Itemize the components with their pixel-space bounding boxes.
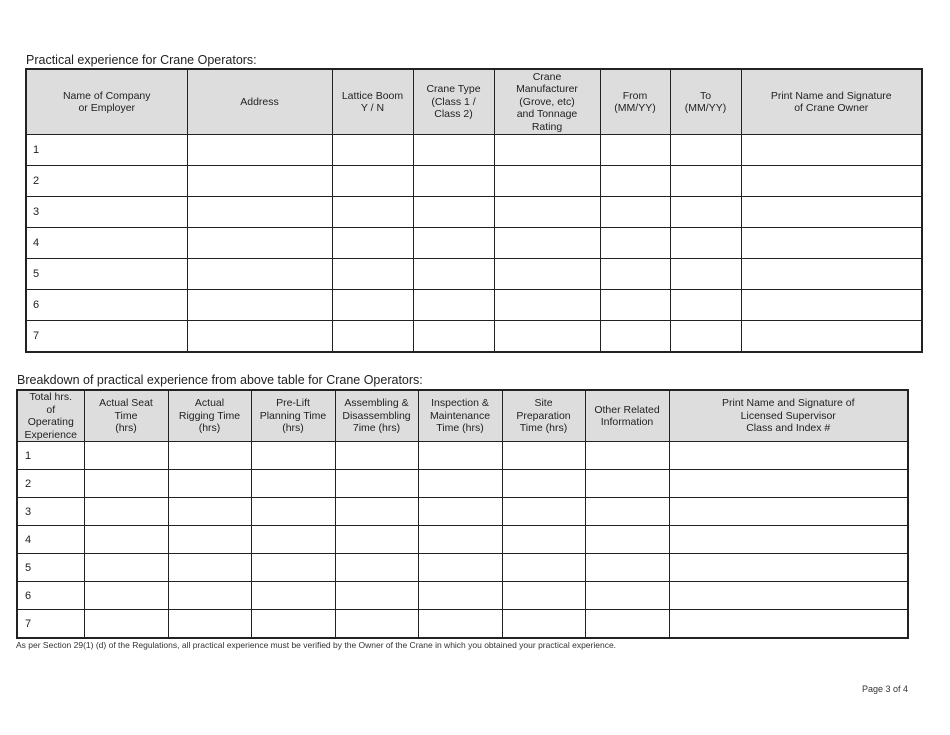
entry-cell[interactable] [670,228,741,259]
entry-cell[interactable] [168,526,251,554]
entry-cell[interactable] [413,321,494,353]
row-number: 7 [26,321,187,353]
entry-cell[interactable] [413,290,494,321]
entry-cell[interactable] [670,135,741,166]
entry-cell[interactable] [187,259,332,290]
entry-cell[interactable] [84,610,168,639]
footnote: As per Section 29(1) (d) of the Regulations, all practical experience must be verified by the Owner of the Crane in which you obtained your practical experience. [16,640,617,650]
table-row [17,554,908,582]
entry-cell[interactable] [84,442,168,470]
header-site-prep-time: Site Preparation Time (hrs) [502,390,585,442]
entry-cell[interactable] [332,259,413,290]
entry-cell[interactable] [669,442,908,470]
entry-cell[interactable] [335,610,418,639]
table-row [17,526,908,554]
header-inspection-time: Inspection & Maintenance Time (hrs) [418,390,502,442]
entry-cell[interactable] [413,228,494,259]
header-lattice-boom: Lattice Boom Y / N [332,69,413,135]
row-number: 6 [17,582,84,610]
entry-cell[interactable] [332,166,413,197]
entry-cell[interactable] [585,526,669,554]
header-crane-manufacturer: Crane Manufacturer (Grove, etc) and Tonnage Rating [494,69,600,135]
entry-cell[interactable] [413,197,494,228]
entry-cell[interactable] [84,526,168,554]
table-row [26,259,922,290]
entry-cell[interactable] [168,554,251,582]
entry-cell[interactable] [494,197,600,228]
entry-cell[interactable] [741,228,922,259]
entry-cell[interactable] [502,470,585,498]
entry-cell[interactable] [251,442,335,470]
entry-cell[interactable] [251,526,335,554]
entry-cell[interactable] [585,554,669,582]
entry-cell[interactable] [168,610,251,639]
entry-cell[interactable] [669,498,908,526]
header-planning-time: Pre-Lift Planning Time (hrs) [251,390,335,442]
entry-cell[interactable] [168,498,251,526]
entry-cell[interactable] [670,259,741,290]
entry-cell[interactable] [418,470,502,498]
table-row [17,498,908,526]
entry-cell[interactable] [494,166,600,197]
entry-cell[interactable] [332,135,413,166]
row-number: 4 [26,228,187,259]
entry-cell[interactable] [251,610,335,639]
entry-cell[interactable] [187,166,332,197]
entry-cell[interactable] [187,197,332,228]
entry-cell[interactable] [187,228,332,259]
entry-cell[interactable] [168,470,251,498]
entry-cell[interactable] [600,166,670,197]
entry-cell[interactable] [502,582,585,610]
entry-cell[interactable] [600,321,670,353]
table-row [26,228,922,259]
table-header-row [17,390,908,442]
entry-cell[interactable] [585,582,669,610]
table-row [17,610,908,639]
table-header-row [26,69,922,135]
row-number: 7 [17,610,84,639]
entry-cell[interactable] [741,135,922,166]
row-number: 1 [26,135,187,166]
header-other-info: Other Related Information [585,390,669,442]
header-rigging-time: Actual Rigging Time (hrs) [168,390,251,442]
row-number: 2 [26,166,187,197]
entry-cell[interactable] [84,498,168,526]
entry-cell[interactable] [600,290,670,321]
entry-cell[interactable] [332,228,413,259]
entry-cell[interactable] [600,228,670,259]
entry-cell[interactable] [332,321,413,353]
entry-cell[interactable] [494,259,600,290]
header-total-hours: Total hrs. of Operating Experience [17,390,84,442]
entry-cell[interactable] [187,135,332,166]
header-seat-time: Actual Seat Time (hrs) [84,390,168,442]
entry-cell[interactable] [335,498,418,526]
row-number: 3 [26,197,187,228]
entry-cell[interactable] [494,321,600,353]
entry-cell[interactable] [494,290,600,321]
entry-cell[interactable] [418,442,502,470]
header-address: Address [187,69,332,135]
table-row [17,470,908,498]
crane-experience-table [25,68,923,353]
row-number: 6 [26,290,187,321]
entry-cell[interactable] [187,290,332,321]
page-number: Page 3 of 4 [862,684,909,694]
entry-cell[interactable] [418,498,502,526]
section2-title: Breakdown of practical experience from above table for Crane Operators: [17,373,423,387]
row-number: 3 [17,498,84,526]
entry-cell[interactable] [502,526,585,554]
entry-cell[interactable] [502,610,585,639]
row-number: 5 [26,259,187,290]
entry-cell[interactable] [585,470,669,498]
entry-cell[interactable] [670,290,741,321]
entry-cell[interactable] [669,470,908,498]
entry-cell[interactable] [494,228,600,259]
entry-cell[interactable] [251,582,335,610]
experience-breakdown-table [16,389,909,639]
entry-cell[interactable] [332,197,413,228]
entry-cell[interactable] [669,610,908,639]
entry-cell[interactable] [670,197,741,228]
entry-cell[interactable] [600,197,670,228]
entry-cell[interactable] [600,135,670,166]
row-number: 1 [17,442,84,470]
section1-title: Practical experience for Crane Operators: [26,53,257,67]
row-number: 4 [17,526,84,554]
entry-cell[interactable] [669,526,908,554]
entry-cell[interactable] [168,442,251,470]
entry-cell[interactable] [418,554,502,582]
entry-cell[interactable] [502,498,585,526]
row-number: 5 [17,554,84,582]
table-row [26,197,922,228]
entry-cell[interactable] [84,582,168,610]
entry-cell[interactable] [251,554,335,582]
header-owner-signature: Print Name and Signature of Crane Owner [741,69,922,135]
header-assembling-time: Assembling & Disassembling 7ime (hrs) [335,390,418,442]
entry-cell[interactable] [335,554,418,582]
table-row [26,290,922,321]
entry-cell[interactable] [585,442,669,470]
entry-cell[interactable] [494,135,600,166]
entry-cell[interactable] [335,442,418,470]
entry-cell[interactable] [741,166,922,197]
entry-cell[interactable] [418,582,502,610]
entry-cell[interactable] [251,470,335,498]
entry-cell[interactable] [413,166,494,197]
header-from: From (MM/YY) [600,69,670,135]
table-row [17,442,908,470]
entry-cell[interactable] [168,582,251,610]
table-row [17,582,908,610]
entry-cell[interactable] [187,321,332,353]
entry-cell[interactable] [502,554,585,582]
table-row [26,166,922,197]
entry-cell[interactable] [84,470,168,498]
entry-cell[interactable] [418,610,502,639]
header-company: Name of Company or Employer [26,69,187,135]
entry-cell[interactable] [335,470,418,498]
row-number: 2 [17,470,84,498]
entry-cell[interactable] [741,259,922,290]
entry-cell[interactable] [332,290,413,321]
entry-cell[interactable] [741,321,922,353]
entry-cell[interactable] [335,582,418,610]
entry-cell[interactable] [670,166,741,197]
entry-cell[interactable] [741,290,922,321]
header-supervisor-signature: Print Name and Signature of Licensed Supervisor Class and Index # [669,390,908,442]
table-row [26,135,922,166]
entry-cell[interactable] [585,610,669,639]
entry-cell[interactable] [670,321,741,353]
entry-cell[interactable] [669,554,908,582]
entry-cell[interactable] [413,135,494,166]
entry-cell[interactable] [669,582,908,610]
entry-cell[interactable] [741,197,922,228]
entry-cell[interactable] [600,259,670,290]
entry-cell[interactable] [251,498,335,526]
entry-cell[interactable] [502,442,585,470]
table-row [26,321,922,353]
entry-cell[interactable] [413,259,494,290]
entry-cell[interactable] [84,554,168,582]
entry-cell[interactable] [335,526,418,554]
header-to: To (MM/YY) [670,69,741,135]
entry-cell[interactable] [418,526,502,554]
header-crane-type: Crane Type (Class 1 / Class 2) [413,69,494,135]
entry-cell[interactable] [585,498,669,526]
